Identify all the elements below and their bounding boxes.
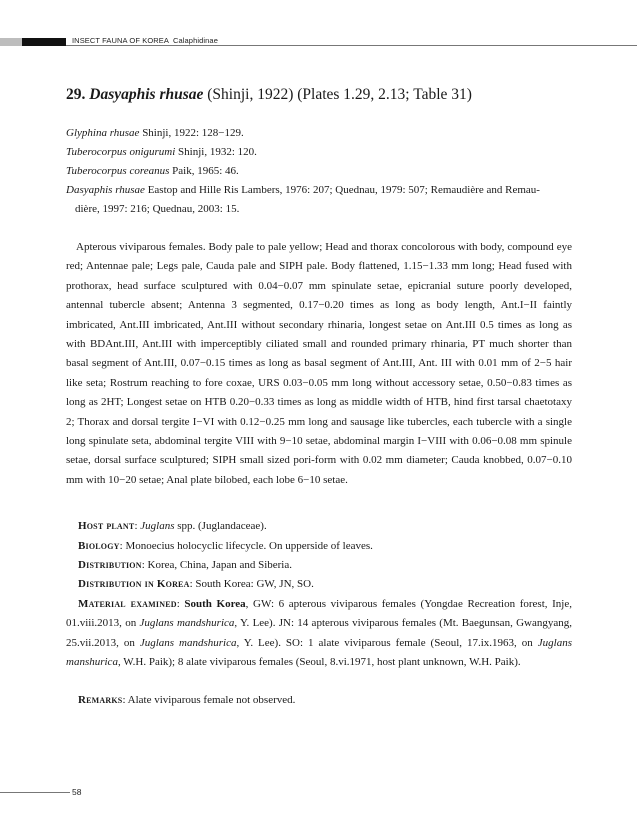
species-number: 29. [66, 86, 86, 103]
host-plant-label: Host plant [78, 520, 135, 532]
running-title: INSECT FAUNA OF KOREA [72, 36, 169, 45]
material-locality: South Korea [184, 598, 246, 610]
synonym-line [66, 162, 572, 181]
header-rule [66, 45, 637, 46]
species-name: Dasyaphis rhusae [89, 86, 204, 103]
remarks-label: Remarks [78, 694, 123, 706]
material-host: Juglans mandshurica [139, 617, 235, 630]
synonym-name: Dasyaphis rhusae [66, 184, 145, 196]
synonym-ref: Eastop and Hille Ris Lambers, 1976: 207; Quednau, 1979: 507; Remaudière and Remau- [144, 184, 540, 196]
synonym-name: Tuberocorpus coreanus [66, 165, 170, 177]
remarks-section: Remarks: Alate viviparous female not observed. [78, 694, 296, 706]
material-examined-section: Material examined: South Korea, GW: 6 apterous viviparous females (Yongdae Recreation forest, Inje, 01.viii.2013, on Juglans mandshurica, Y. Lee). JN: 14 apterous viviparous females (Mt. Baegunsan, Gwangyang, 25.vii.2013, on Juglans mandshurica, Y. Lee). SO: 1 alate viviparous female (Seoul, 17.ix.1963, on Juglans manshurica, W.H. Paik); 8 alate viviparous females (Seoul, 8.vi.1971, host plant unknown, W.H. Paik). [66, 598, 573, 669]
synonym-line [66, 181, 572, 219]
header-bar-light [0, 38, 22, 46]
synonym-ref: Shinji, 1932: 120. [175, 146, 257, 158]
synonym-line [66, 124, 572, 143]
synonym-ref-continued: dière, 1997: 216; Quednau, 2003: 15. [75, 203, 240, 215]
host-plant-text: spp. (Juglandaceae). [174, 520, 267, 532]
synonym-ref: Shinji, 1922: 128−129. [139, 127, 244, 139]
host-plant-section: Host plant: Juglans spp. (Juglandaceae). [78, 520, 267, 532]
species-plates: (Plates 1.29, 2.13; Table 31) [297, 86, 472, 103]
synonym-name: Glyphina rhusae [66, 127, 140, 139]
species-authority: (Shinji, 1922) [207, 86, 294, 103]
distribution-korea-section: Distribution in Korea: South Korea: GW, JN, SO. [78, 578, 314, 590]
remarks-text: Alate viviparous female not observed. [127, 694, 296, 706]
synonym-line [66, 143, 572, 162]
material-examined-label: Material examined [78, 598, 177, 610]
biology-text: Monoecius holocyclic lifecycle. On upperside of leaves. [125, 540, 373, 552]
biology-label: Biology [78, 540, 120, 552]
distribution-section: Distribution: Korea, China, Japan and Siberia. [78, 559, 292, 571]
distribution-korea-label: Distribution in Korea [78, 578, 190, 590]
footer-rule [0, 792, 70, 793]
page-number: 58 [72, 787, 82, 797]
material-host: Juglans manshurica [66, 636, 573, 669]
distribution-text: Korea, China, Japan and Siberia. [147, 559, 292, 571]
synonym-ref: Paik, 1965: 46. [169, 165, 239, 177]
biology-section: Biology: Monoecius holocyclic lifecycle. On upperside of leaves. [78, 540, 373, 552]
running-subtitle: Calaphidinae [172, 36, 218, 45]
running-header [72, 36, 218, 45]
distribution-label: Distribution [78, 559, 142, 571]
header-bar-dark [22, 38, 66, 46]
distribution-korea-text: South Korea: GW, JN, SO. [195, 578, 314, 590]
species-title [66, 86, 472, 104]
host-genus: Juglans [140, 520, 175, 532]
species-description: Apterous viviparous females. Body pale to pale yellow; Head and thorax concolorous with body, compound eye red; Antennae pale; Legs pale, Cauda pale and SIPH pale. Body flattened, 1.15−1.33 mm long; Head fused with prothorax, head surface sculptured with 0.04−0.07 mm spinulate setae, epicranial suture poorly developed, antennal tubercle absent; Antenna 3 segmented, 0.17−0.20 times as long as body length, Ant.I−II faintly imbricated, Ant.III imbricated, Ant.III without secondary rhinaria, longest setae on Ant.III 0.5 times as long as with BDAnt.III, Ant.III with imperceptibly ciliated small and rounded primary rhinaria, PT much shorter than basal segment of Ant.III, 0.07−0.15 times as long as basal segment of Ant.III, Ant. III with 0.01 mm of 2−5 hair like seta; Rostrum reaching to fore coxae, URS 0.03−0.05 mm long without accessory setae, 0.50−0.83 times as long as 2HT; Longest setae on HTB 0.20−0.33 times as long as middle width of HTB, hind first tarsal chaetotaxy 2; Thorax and dorsal tergite I−VI with 0.12−0.25 mm long and sausage like tubercles, each tubercle with a single long spinulate seta, abdominal tergite VIII with 9−10 setae, abdominal margin I−VIII with 0.06−0.08 mm spinule setae, dorsal surface sculptured; SIPH small sized pori-form with 0.02 mm diameter; Cauda knobbed, 0.07−0.10 mm with 10−20 setae; Anal plate bilobed, each lobe 6−10 setae. [66, 241, 572, 486]
synonym-name: Tuberocorpus onigurumi [66, 146, 176, 158]
material-host: Juglans mandshurica [139, 636, 237, 649]
